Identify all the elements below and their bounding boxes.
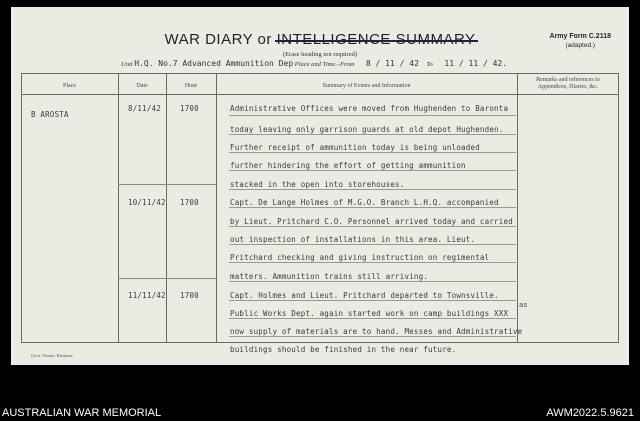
header-bottom-rule [21, 94, 619, 95]
unit-value: H.Q. No.7 Advanced Ammunition Dep [134, 59, 294, 68]
entry-1-place: B AROSTA [31, 110, 69, 119]
summary-ruled-line [229, 300, 516, 301]
page-title [11, 31, 629, 48]
entry-3-date: 11/11/42 [128, 291, 166, 300]
entry-1-line-4: further hindering the effort of getting ammunition [230, 161, 466, 170]
entry-1-line-3: Further receipt of ammunition today is being unloaded [230, 143, 480, 152]
entry-3-line-2: Public Works Dept. again started work on camp buildings XXX [230, 309, 509, 318]
entry-2-date: 10/11/42 [128, 198, 166, 207]
summary-ruled-line [229, 262, 516, 263]
summary-ruled-line [229, 152, 516, 153]
entry-3-hour: 1700 [180, 291, 199, 300]
entry-1-line-2: today leaving only garrison guards at old depot Hughenden. [230, 125, 504, 134]
summary-ruled-line [229, 318, 516, 319]
insert-note: as [519, 301, 528, 309]
army-form-label [550, 32, 611, 50]
row-separator-1 [118, 184, 216, 185]
adapted-note: (adapted.) [565, 42, 596, 49]
row-separator-2 [118, 278, 216, 279]
entry-2-line-4: Pritchard checking and giving instruction on regimental [230, 253, 490, 262]
summary-ruled-line [229, 134, 516, 135]
summary-ruled-line [229, 336, 516, 337]
entry-3-line-3: now supply of materials are to hand. Messes and Administrative [230, 327, 523, 336]
header-hour: Hour [184, 83, 198, 89]
summary-ruled-line [229, 170, 516, 171]
summary-ruled-line [229, 115, 516, 116]
entry-3-line-1: Capt. Holmes and Lieut. Pritchard departed to Townsville. [230, 291, 499, 300]
army-form-number: Army Form C.2118 [549, 33, 611, 40]
table-bottom-rule [21, 342, 619, 343]
entry-2-line-3: out inspection of installations in this area. Lieut. [230, 235, 476, 244]
header-date: Date [136, 83, 148, 89]
table-right-rule [618, 73, 619, 342]
entry-1-date: 8/11/42 [128, 104, 162, 113]
header-summary: Summary of Events and Information [322, 83, 411, 89]
unit-line [121, 59, 507, 68]
from-date: 8 / 11 / 42 [365, 59, 419, 68]
col-rule-hour [216, 73, 217, 342]
table-top-rule [21, 73, 619, 74]
col-rule-summary [517, 73, 518, 342]
entry-2-hour: 1700 [180, 198, 199, 207]
header-place: Place [63, 83, 76, 89]
entry-1-line-5: stacked in the open into storehouses. [230, 180, 405, 189]
col-rule-place [118, 73, 119, 342]
header-remarks: Remarks and references to Appendices, Diaries, &c. [536, 77, 600, 90]
title-struck: INTELLIGENCE SUMMARY [276, 31, 476, 48]
entry-1-line-1: Administrative Offices were moved from Hughenden to Baronta [230, 104, 509, 113]
entry-2-line-1: Capt. De Lange Holmes of M.G.O. Branch L.H.Q. accompanied [230, 198, 499, 207]
entry-2-line-5: matters. Ammunition trains still arriving. [230, 272, 429, 281]
col-rule-date [166, 73, 167, 342]
printer-imprint: Govt. Printer, Brisbane [31, 353, 73, 358]
table-left-rule [21, 73, 22, 342]
erase-note: (Erase heading not required) [282, 51, 358, 58]
to-label: To [426, 61, 433, 68]
place-date-label: Place and Time.–From [294, 61, 355, 68]
footer-institution: AUSTRALIAN WAR MEMORIAL [2, 407, 162, 419]
summary-ruled-line [229, 226, 516, 227]
footer-accession: AWM2022.5.9621 [546, 407, 634, 419]
unit-label: Unit [121, 61, 133, 68]
summary-ruled-line [229, 281, 516, 282]
summary-ruled-line [229, 207, 516, 208]
entry-2-line-2: by Lieut. Pritchard C.O. Personnel arrived today and carried [230, 217, 513, 226]
summary-ruled-line [229, 189, 516, 190]
diary-page [11, 7, 629, 365]
to-date: 11 / 11 / 42. [444, 59, 508, 68]
entry-1-hour: 1700 [180, 104, 199, 113]
summary-ruled-line [229, 244, 516, 245]
title-main: WAR DIARY or [164, 31, 277, 48]
entry-3-line-4: buildings should be finished in the near future. [230, 345, 457, 354]
